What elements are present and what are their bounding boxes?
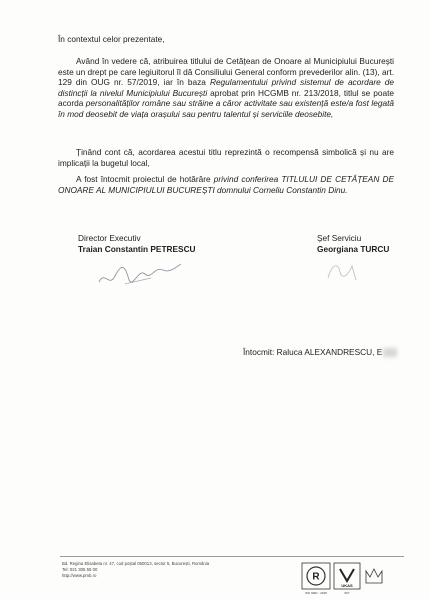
footer — [62, 561, 209, 579]
badge2-label: UKAS — [341, 583, 353, 588]
handwritten-signature — [95, 258, 185, 290]
crown-icon — [366, 569, 382, 583]
head-title: Șef Serviciu — [317, 233, 362, 243]
director-name: Traian Constantin PETRESCU — [78, 244, 196, 254]
p3-text: A fost întocmit proiectul de hotărâre — [76, 174, 214, 184]
p2-text: Ținând cont că, acordarea acestui titlu reprezintă o recompensă simbolică și nu are implicații la bugetul local, — [58, 147, 394, 168]
prepared-by — [243, 347, 397, 357]
prepared-by-text: Întocmit: Raluca ALEXANDRESCU, E — [243, 347, 383, 357]
director-title: Director Executiv — [78, 233, 141, 243]
redacted-text — [383, 348, 397, 357]
paragraph-3 — [58, 174, 394, 195]
paragraph-2 — [58, 147, 394, 168]
handwritten-initials — [322, 258, 362, 286]
intro-paragraph: În contextul celor prezentate, — [58, 34, 165, 44]
head-name: Georgiana TURCU — [317, 244, 390, 254]
signature-director — [78, 233, 196, 255]
p1-regulation: Regulamentului privind sistemul de acordare de distincții la nivelul Municipiului București — [58, 77, 394, 98]
p1-text: Având în vedere că, atribuirea titlului de Cetățean de Onoare al Municipiului București este un drept pe care legiuitorul îl dă Consiliului General conform prevederilor alin. (13), art. 129 din OUG nr. 57/2019, iar în baza — [58, 56, 394, 88]
badge1-letter: R — [312, 571, 320, 583]
ukas-number: 067 — [344, 591, 350, 595]
signature-head-of-service — [317, 233, 389, 255]
intro-text — [58, 34, 394, 45]
p3-project-title: privind conferirea TITLULUI DE CETĂȚEAN DE ONOARE AL MUNICIPIULUI BUCUREȘTI domnului Corneliu Constantin Dinu. — [58, 174, 394, 195]
paragraph-1 — [58, 56, 394, 120]
ukas-icon — [334, 563, 360, 595]
footer-web: http://www.pmb.ro — [62, 573, 97, 578]
certification-logos — [300, 557, 400, 597]
footer-phone: Tel: 021 305 55 00 — [62, 567, 98, 572]
footer-address: Bd. Regina Elisabeta nr. 47, cod poștal 050013, sector 5, București, România — [62, 561, 210, 566]
iso-label: ISO 9001 : 2015 — [305, 591, 327, 595]
p1-text-2: aprobat prin HCGMB nr. 213/2018, titlul se poate acorda — [58, 87, 394, 109]
p1-criteria: personalităților române sau străine a căror activitate sau existență este/a fost legată în mod deosebit de viața orașului sau pentru talentul și serviciile deosebite, — [58, 98, 394, 119]
iso-cert-icon — [302, 563, 330, 595]
